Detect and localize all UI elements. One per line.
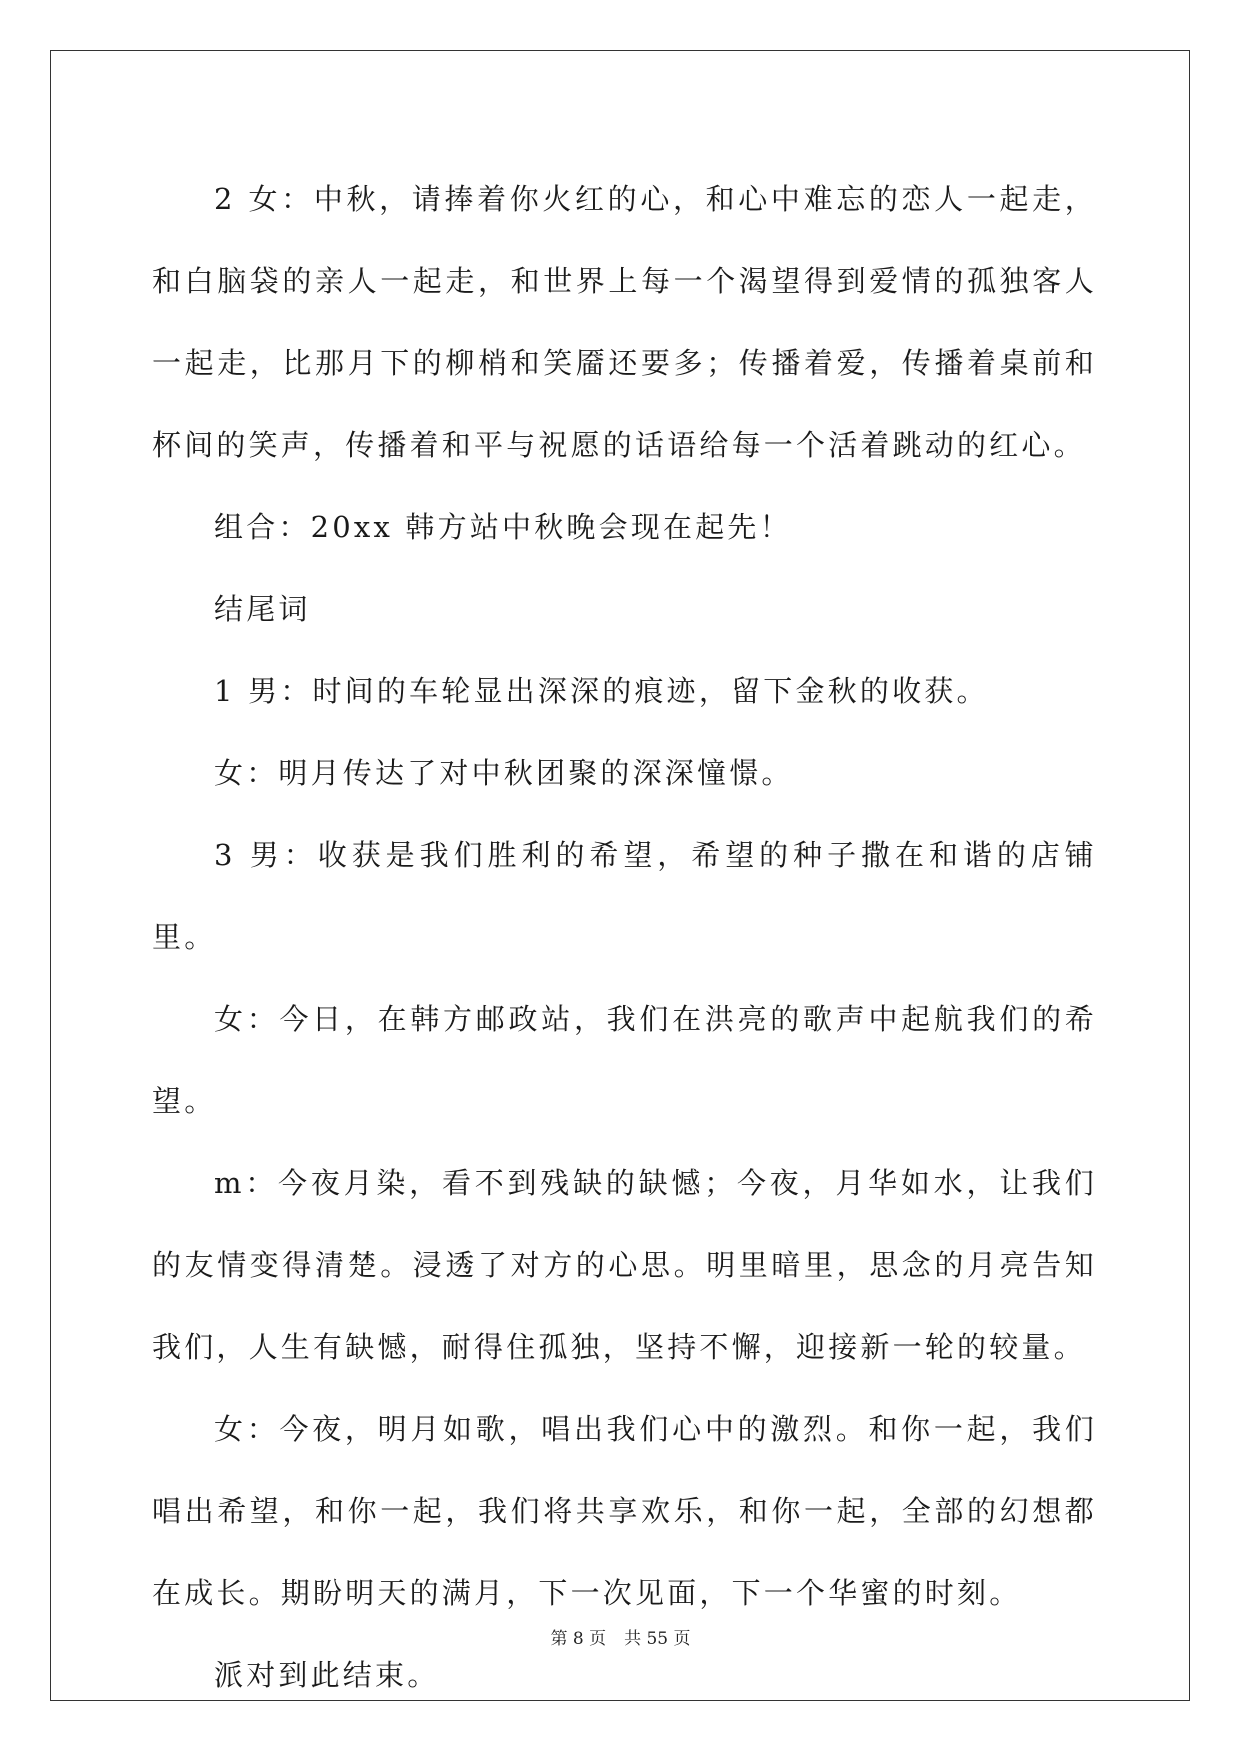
paragraph: 派对到此结束。: [214, 1658, 440, 1692]
section-heading: 结尾词: [214, 592, 311, 626]
paragraph: 女：明月传达了对中秋团聚的深深憧憬。: [214, 756, 794, 790]
paragraph: 3 男：收获是我们胜利的希望，希望的种子撒在和谐的店铺里。: [152, 838, 1097, 954]
paragraph: 女：今日，在韩方邮政站，我们在洪亮的歌声中起航我们的希望。: [152, 1002, 1097, 1118]
paragraph: m：今夜月染，看不到残缺的缺憾；今夜，月华如水，让我们的友情变得清楚。浸透了对方的心思。明里暗里，思念的月亮告知我们，人生有缺憾，耐得住孤独，坚持不懈，迎接新一轮的较量。: [152, 1166, 1097, 1364]
paragraph: 1 男：时间的车轮显出深深的痕迹，留下金秋的收获。: [214, 674, 989, 708]
document-body: [152, 158, 1097, 1716]
paragraph: 女：今夜，明月如歌，唱出我们心中的激烈。和你一起，我们唱出希望，和你一起，我们将共享欢乐，和你一起，全部的幻想都在成长。期盼明天的满月，下一次见面，下一个华蜜的时刻。: [152, 1412, 1097, 1610]
page-footer: [0, 1624, 1241, 1649]
paragraph: 2 女：中秋，请捧着你火红的心，和心中难忘的恋人一起走，和白脑袋的亲人一起走，和世界上每一个渴望得到爱情的孤独客人一起走，比那月下的柳梢和笑靥还要多；传播着爱，传播着桌前和杯间的笑声，传播着和平与祝愿的话语给每一个活着跳动的红心。: [152, 182, 1097, 462]
page-number: 第 8 页: [550, 1629, 607, 1649]
paragraph: 组合：20xx 韩方站中秋晚会现在起先！: [214, 510, 792, 544]
page-total: 共 55 页: [624, 1629, 691, 1649]
